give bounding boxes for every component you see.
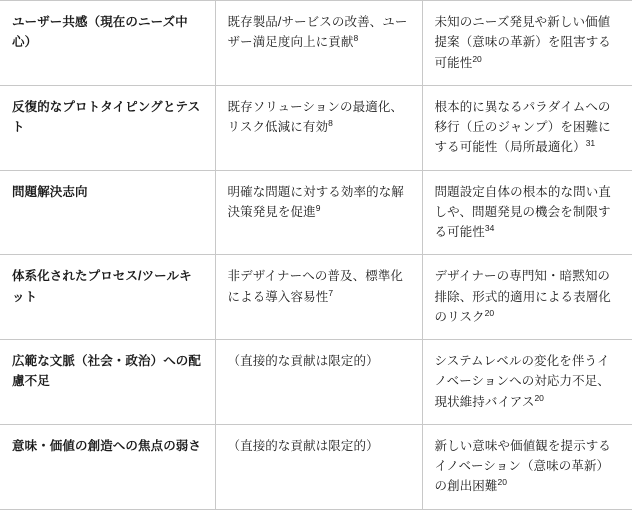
limitation-text	[435, 12, 621, 73]
contribution-label: （直接的な貢献は限定的）	[227, 438, 379, 453]
cell-limitation	[422, 1, 632, 86]
contribution-reference: 7	[328, 287, 334, 298]
limitation-label: システムレベルの変化を伴うイノベーションへの対応力不足、現状維持バイアス	[434, 354, 610, 409]
limitation-label: 問題設定自体の根本的な問い直しや、問題発見の機会を制限する可能性	[434, 184, 611, 239]
limitation-label: デザイナーの専門知・暗黙知の排除、形式的適用による表層化のリスク	[434, 269, 611, 324]
cell-aspect	[0, 255, 215, 340]
contribution-reference: 8	[328, 117, 333, 128]
limitation-label: 未知のニーズ発見や新しい価値提案（意味の革新）を阻害する可能性	[434, 15, 611, 70]
aspect-text: 意味・価値の創造への焦点の弱さ	[12, 438, 202, 453]
table-row	[0, 170, 632, 255]
limitation-reference: 20	[534, 392, 544, 403]
table-row	[0, 1, 632, 86]
contribution-label: 非デザイナーへの普及、標準化による導入容易性	[227, 269, 404, 304]
cell-limitation	[422, 170, 632, 255]
cell-limitation	[422, 85, 632, 170]
cell-contribution	[215, 170, 422, 255]
limitation-reference: 34	[484, 222, 495, 233]
limitation-label: 根本的に異なるパラダイムへの移行（丘のジャンプ）を困難にする可能性（局所最適化）	[434, 99, 611, 155]
cell-contribution	[215, 1, 422, 86]
contribution-label: 明確な問題に対する効率的な解決策発見を促進	[227, 184, 404, 219]
limitation-text	[435, 351, 621, 412]
contribution-label: 既存ソリューションの最適化、リスク低減に有効	[227, 99, 404, 134]
aspect-text: 体系化されたプロセス/ツールキット	[12, 269, 192, 304]
cell-contribution	[215, 340, 422, 425]
cell-aspect	[0, 340, 215, 425]
table-row	[0, 255, 632, 340]
limitation-reference: 20	[472, 53, 482, 64]
limitation-reference: 20	[497, 477, 507, 488]
contribution-text	[228, 351, 410, 371]
cell-contribution	[215, 255, 422, 340]
limitation-reference: 20	[484, 307, 495, 318]
cell-contribution	[215, 85, 422, 170]
limitation-text	[435, 436, 621, 497]
cell-aspect	[0, 424, 215, 509]
cell-contribution	[215, 424, 422, 509]
limitation-text	[435, 97, 621, 158]
table-row	[0, 340, 632, 425]
aspect-text: 反復的なプロトタイピングとテスト	[12, 99, 201, 134]
limitation-label: 新しい意味や価値観を提示するイノベーション（意味の革新）の創出困難	[434, 438, 611, 494]
limitation-reference: 31	[585, 138, 596, 149]
contribution-text	[228, 436, 410, 456]
cell-aspect	[0, 85, 215, 170]
table-row	[0, 85, 632, 170]
contribution-text	[228, 266, 410, 307]
aspect-text: ユーザー共感（現在のニーズ中心）	[12, 15, 188, 50]
contribution-label: 既存製品/サービスの改善、ユーザー満足度向上に貢献	[227, 15, 408, 50]
contribution-label: （直接的な貢献は限定的）	[227, 354, 379, 368]
cell-limitation	[422, 255, 632, 340]
table-row	[0, 424, 632, 509]
contribution-reference: 8	[353, 33, 359, 44]
aspect-text: 広範な文脈（社会・政治）への配慮不足	[12, 354, 202, 389]
contribution-text	[228, 182, 410, 223]
contribution-reference: 9	[315, 202, 321, 213]
contribution-text	[228, 12, 410, 53]
cell-aspect	[0, 1, 215, 86]
limitation-text	[435, 266, 621, 327]
table-body	[0, 1, 632, 510]
contribution-text	[228, 97, 410, 138]
aspect-text: 問題解決志向	[12, 184, 88, 199]
limitation-text	[435, 182, 621, 243]
cell-limitation	[422, 424, 632, 509]
cell-aspect	[0, 170, 215, 255]
cell-limitation	[422, 340, 632, 425]
